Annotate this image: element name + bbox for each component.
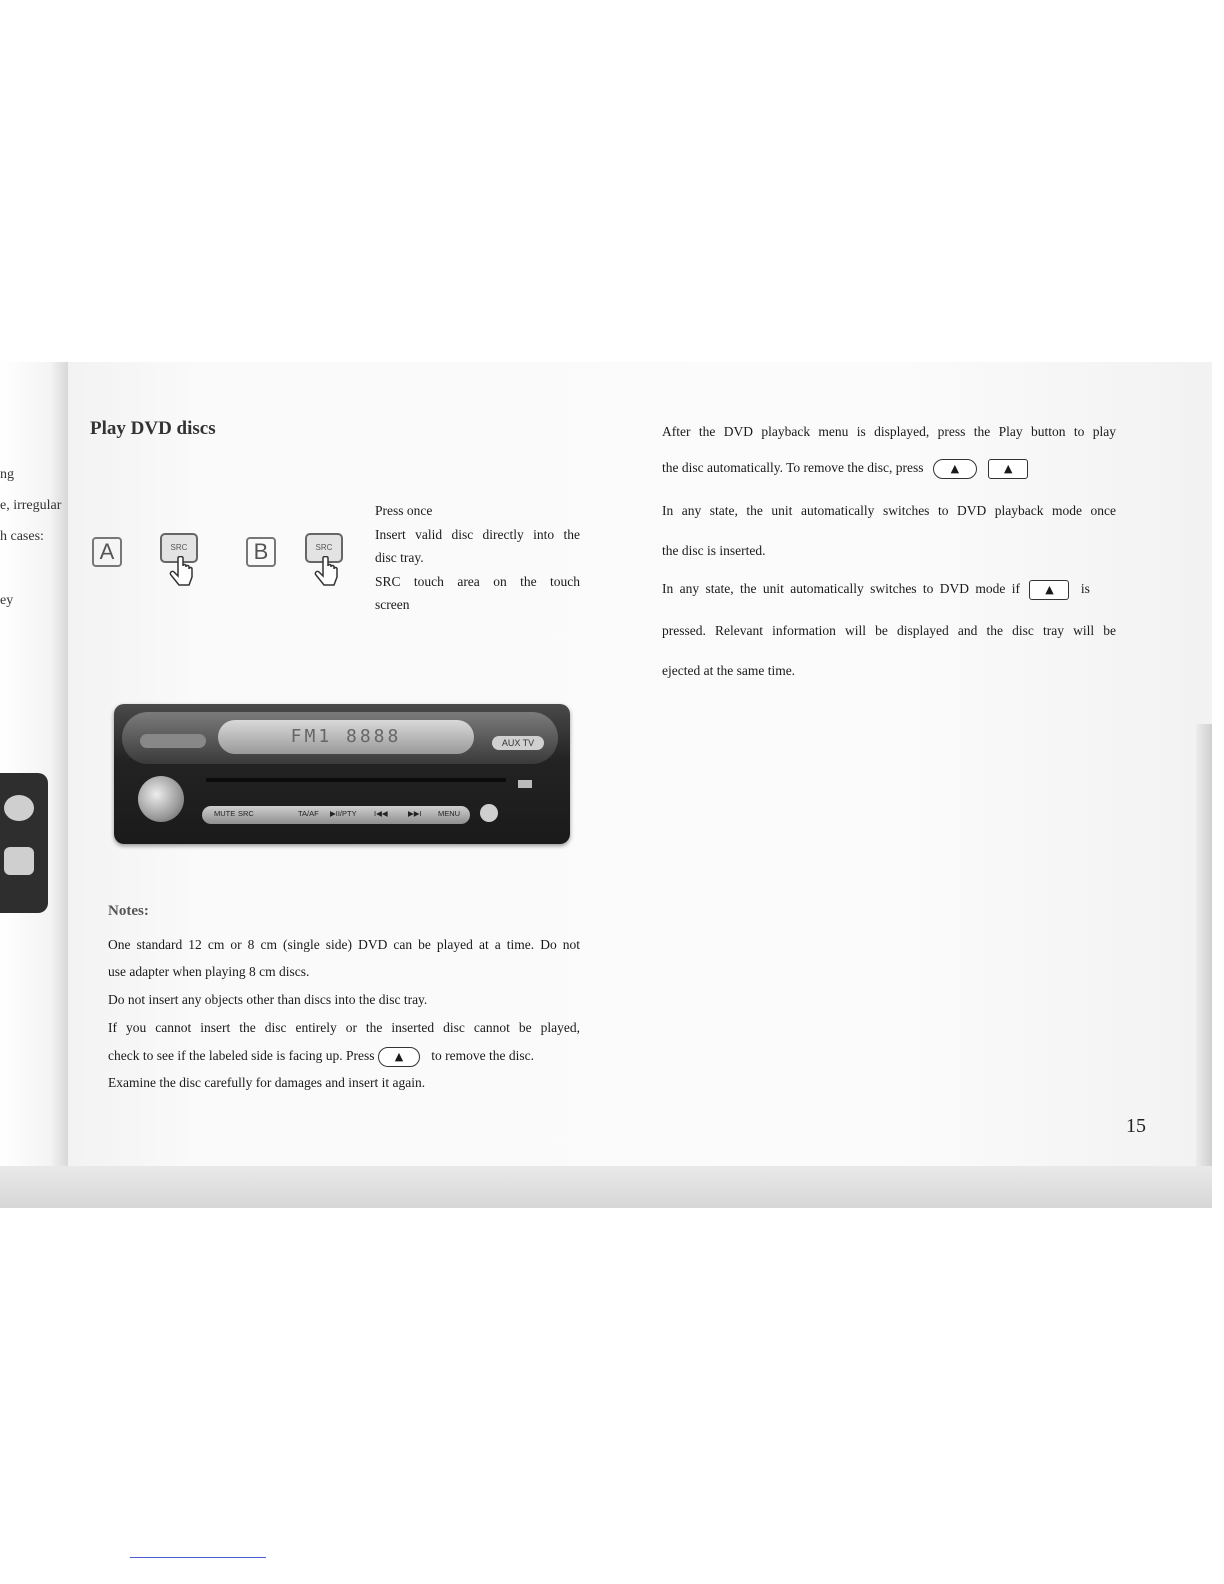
device-button-label: ▶II/PTY [330,809,357,818]
note-text: to remove the disc. [431,1048,535,1064]
eject-button-icon: ▲ [933,459,977,479]
instruction-line: disc tray. [375,550,424,565]
underline-link [130,1557,266,1558]
instruction-line: SRC touch area on the touch [375,573,580,589]
notes-title: Notes: [108,903,149,919]
page-number: 15 [1126,1115,1146,1137]
note-text: check to see if the labeled side is facing up. Press [108,1048,375,1064]
note-line: use adapter when playing 8 cm discs. [108,964,310,979]
car-dvd-unit-illustration [114,704,570,844]
device-button-bar [202,806,470,824]
instruction-line: Insert valid disc directly into the [375,526,580,542]
method-b-label: B [246,537,276,567]
margin-fragment: h cases: [0,529,44,544]
eject-icon [518,780,532,788]
right-text: is [1080,581,1090,597]
eject-button-icon: ▲ [1029,580,1069,600]
device-button-label: I◀◀ [374,809,388,818]
right-paragraph-line-with-eject [662,459,1116,479]
instruction-line: Press once [375,503,433,518]
section-title: Play DVD discs [90,418,216,439]
eject-button-icon: ▲ [988,459,1028,479]
method-a-label: A [92,537,122,567]
device-button-label: TA/AF [298,809,319,818]
note-line: Do not insert any objects other than discs into the disc tray. [108,992,428,1007]
note-line: One standard 12 cm or 8 cm (single side) DVD can be played at a time. Do not [108,937,580,952]
device-button-label: ▶▶I [408,809,422,818]
right-paragraph-line: the disc is inserted. [662,543,766,558]
device-button-label: SRC [238,809,254,818]
volume-knob [138,776,184,822]
note-line-with-eject [108,1047,580,1067]
disc-slot [206,778,506,782]
src-button-illustration-b: SRC [305,533,343,563]
page-right-edge [1196,724,1212,1207]
neighbour-device-image [0,773,48,913]
instruction-line: screen [375,597,410,612]
margin-fragment: e, irregular [0,498,62,513]
device-button-label: MENU [438,809,461,818]
device-button-label: MUTE [214,809,236,818]
device-display: FM1 8888 [218,720,474,754]
method-instructions [375,499,580,617]
device-round-button [480,804,498,822]
right-text: the disc automatically. To remove the disc, press [662,460,924,476]
hand-pointer-icon [166,556,196,592]
aux-tv-label: AUX TV [492,736,544,750]
scan-bottom-shadow [0,1166,1212,1208]
margin-fragment: ey [0,593,14,608]
right-paragraph-line: After the DVD playback menu is displayed, press the Play button to play [662,424,1116,439]
src-button-illustration-a: SRC [160,533,198,563]
right-text: In any state, the unit automatically switches to DVD mode if [662,581,1021,597]
device-top-panel [122,712,558,764]
margin-fragment: ng [0,467,14,482]
eject-button-icon: ▲ [378,1047,420,1067]
device-top-button [140,734,206,748]
bleed-through [440,440,443,456]
right-paragraph-line: ejected at the same time. [662,663,796,678]
hand-pointer-icon [311,556,341,592]
right-paragraph-line: pressed. Relevant information will be displayed and the disc tray will be [662,623,1116,638]
right-paragraph-line-with-eject [662,580,1116,600]
note-line: Examine the disc carefully for damages and insert it again. [108,1075,426,1090]
note-line: If you cannot insert the disc entirely or the inserted disc cannot be played, [108,1020,580,1035]
right-paragraph-line: In any state, the unit automatically switches to DVD playback mode once [662,503,1116,518]
